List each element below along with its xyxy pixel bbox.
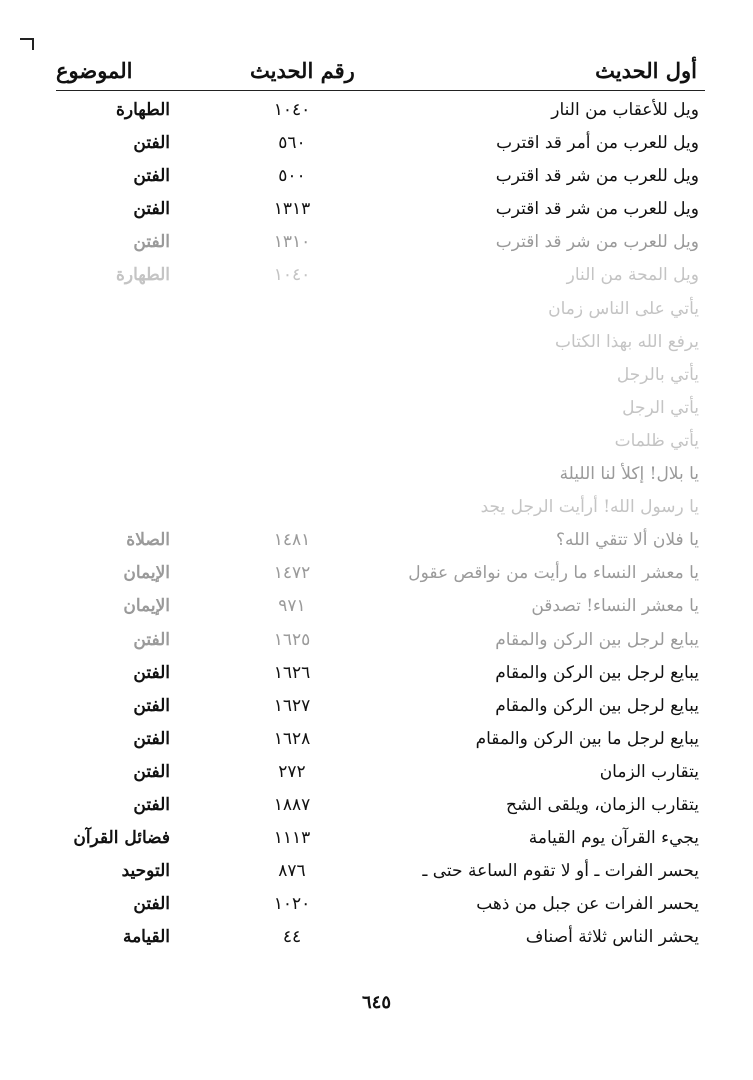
hadith-opening: يحسر الفرات عن جبل من ذهب	[476, 894, 699, 915]
hadith-topic: التوحيد	[121, 861, 170, 882]
table-row	[0, 824, 753, 857]
hadith-number: ١٦٢٨	[273, 728, 311, 749]
hadith-number: ١٤٧٢	[273, 563, 311, 584]
table-row	[0, 559, 753, 592]
table-row	[0, 361, 753, 394]
table-row	[0, 592, 753, 625]
hadith-opening: يحسر الفرات ـ أو لا تقوم الساعة حتى ـ	[422, 861, 699, 882]
hadith-topic: الإيمان	[123, 596, 170, 617]
hadith-number: ١٠٤٠	[273, 265, 311, 286]
hadith-number: ١٣١٠	[273, 232, 311, 253]
hadith-opening: يرفع الله بهذا الكتاب	[555, 331, 699, 352]
hadith-opening: يأتي الرجل	[622, 397, 699, 418]
table-row	[0, 96, 753, 129]
hadith-topic: فضائل القرآن	[73, 828, 170, 849]
table-row	[0, 725, 753, 758]
hadith-opening: ويل للأعقاب من النار	[551, 100, 699, 120]
index-rows	[0, 96, 753, 956]
header-hadith-number: رقم الحديث	[250, 58, 355, 83]
table-row	[0, 791, 753, 824]
table-row	[0, 890, 753, 923]
table-row	[0, 427, 753, 460]
table-row	[0, 758, 753, 791]
hadith-opening: ويل للعرب من شر قد اقترب	[495, 166, 699, 187]
hadith-opening: يأتي على الناس زمان	[548, 298, 699, 319]
hadith-opening: يبايع لرجل بين الركن والمقام	[495, 695, 699, 716]
hadith-number: ٩٧١	[278, 596, 306, 617]
table-row	[0, 295, 753, 328]
header-first-words: أول الحديث	[595, 58, 697, 83]
hadith-topic: القيامة	[122, 927, 170, 948]
hadith-number: ٤٤	[282, 927, 302, 948]
hadith-opening: يا بلال! إكلأ لنا الليلة	[559, 464, 699, 485]
hadith-opening: يأتي ظلمات	[614, 430, 699, 451]
hadith-opening: يا رسول الله! أرأيت الرجل يجد	[480, 497, 699, 518]
table-row	[0, 659, 753, 692]
page-number: ٦٤٥	[361, 992, 391, 1013]
table-row	[0, 526, 753, 559]
hadith-opening: ويل للعرب من أمر قد اقترب	[496, 133, 699, 154]
table-row	[0, 195, 753, 228]
hadith-number: ٥٦٠	[278, 133, 306, 154]
hadith-opening: يبايع لرجل بين الركن والمقام	[495, 662, 699, 683]
hadith-topic: الفتن	[133, 695, 170, 716]
hadith-topic: الفتن	[133, 166, 170, 187]
hadith-topic: الفتن	[133, 728, 170, 749]
table-row	[0, 129, 753, 162]
hadith-topic: الفتن	[133, 794, 170, 815]
hadith-opening: ويل للعرب من شر قد اقترب	[495, 199, 699, 220]
hadith-number: ١١١٣	[273, 828, 311, 849]
table-row	[0, 162, 753, 195]
hadith-number: ٥٠٠	[278, 166, 306, 187]
hadith-number: ١٦٢٥	[273, 629, 311, 650]
hadith-number: ١٠٢٠	[273, 894, 311, 915]
hadith-opening: ويل للعرب من شر قد اقترب	[495, 232, 699, 253]
header-rule	[56, 90, 705, 91]
hadith-opening: ويل المحة من النار	[566, 265, 699, 286]
hadith-number: ١٠٤٠	[273, 100, 311, 120]
table-row	[0, 261, 753, 294]
hadith-opening: يبايع لرجل بين الركن والمقام	[495, 629, 699, 650]
hadith-opening: يجيء القرآن يوم القيامة	[528, 828, 699, 849]
hadith-topic: الصلاة	[126, 530, 170, 551]
hadith-topic: الفتن	[133, 662, 170, 683]
hadith-topic: الإيمان	[123, 563, 170, 584]
hadith-topic: الطهارة	[116, 265, 170, 286]
table-row	[0, 460, 753, 493]
hadith-number: ١٣١٣	[273, 199, 311, 220]
hadith-opening: يحشر الناس ثلاثة أصناف	[525, 927, 699, 948]
table-row	[0, 857, 753, 890]
table-row	[0, 394, 753, 427]
hadith-number: ١٦٢٦	[273, 662, 311, 683]
table-header	[0, 54, 753, 94]
table-row	[0, 626, 753, 659]
table-row	[0, 228, 753, 261]
hadith-opening: يا فلان ألا تتقي الله؟	[556, 530, 699, 551]
table-row	[0, 328, 753, 361]
hadith-opening: يأتي بالرجل	[616, 364, 699, 385]
hadith-opening: يتقارب الزمان، ويلقى الشح	[506, 794, 699, 815]
hadith-topic: الفتن	[133, 629, 170, 650]
hadith-number: ٨٧٦	[278, 861, 306, 882]
hadith-number: ٢٧٢	[278, 761, 306, 782]
hadith-number: ١٨٨٧	[273, 794, 311, 815]
hadith-opening: يا معشر النساء! تصدقن	[531, 596, 699, 617]
hadith-topic: الفتن	[133, 232, 170, 253]
hadith-opening: يتقارب الزمان	[599, 761, 699, 782]
header-topic: الموضوع	[56, 58, 133, 83]
hadith-opening: يبايع لرجل ما بين الركن والمقام	[475, 728, 699, 749]
hadith-topic: الطهارة	[116, 100, 170, 120]
hadith-number: ١٤٨١	[273, 530, 311, 551]
hadith-opening: يا معشر النساء ما رأيت من نواقص عقول	[408, 563, 699, 584]
hadith-number: ١٦٢٧	[273, 695, 311, 716]
corner-mark	[20, 38, 34, 52]
hadith-topic: الفتن	[133, 894, 170, 915]
table-row	[0, 493, 753, 526]
hadith-topic: الفتن	[133, 199, 170, 220]
table-row	[0, 923, 753, 956]
hadith-topic: الفتن	[133, 133, 170, 154]
table-row	[0, 692, 753, 725]
hadith-topic: الفتن	[133, 761, 170, 782]
